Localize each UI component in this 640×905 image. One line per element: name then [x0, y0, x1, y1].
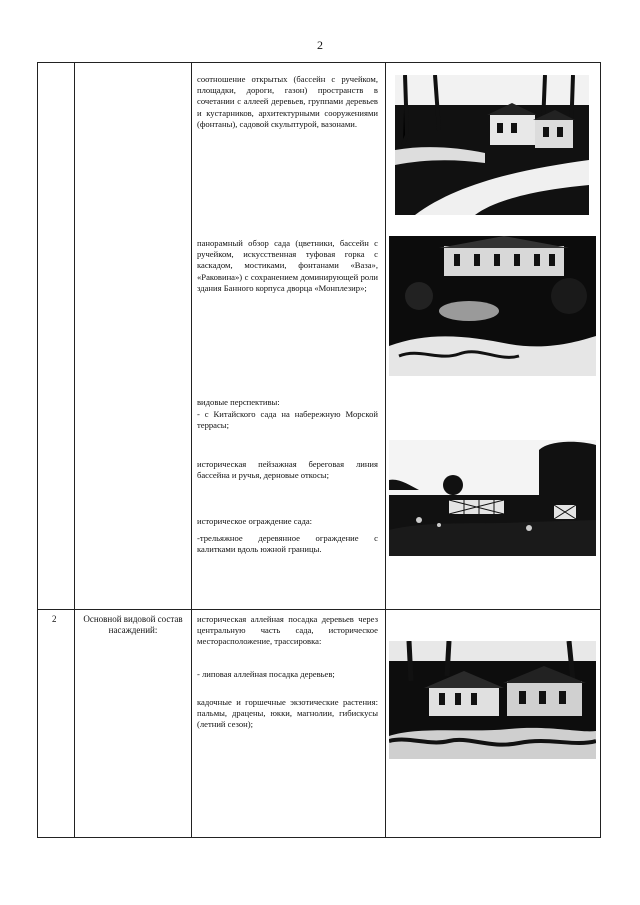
photo-linden-alley-bath-building [389, 641, 596, 759]
row2-number: 2 [52, 614, 57, 624]
table-col-divider-1 [74, 62, 75, 838]
table-row-divider [37, 609, 601, 610]
row1-text-block-6: историческое ограждение сада: [197, 516, 313, 526]
row1-text-block-5: историческая пейзажная береговая линия бассейна и ручья, дерновые откосы; [197, 459, 378, 481]
page-number: 2 [317, 38, 323, 52]
row1-text-block-4: - с Китайского сада на набережную Морской террасы; [197, 409, 378, 431]
photo-garden-panorama-monplaisir [389, 236, 596, 376]
table-border-left [37, 62, 38, 838]
row2-text-block-1: историческая аллейная посадка деревьев через центральную часть сада, историческое месторасположение, трассировка: [197, 614, 378, 647]
row1-text-block-1: соотношение открытых (бассейн с ручейком, площадки, дороги, газон) пространств в сочетании с аллеей деревьев, группами деревьев и кустарников, архитектурными сооружениями (фонтаны), садовой скульптурой, вазонами. [197, 74, 378, 129]
table-col-divider-3 [385, 62, 386, 838]
table-col-divider-2 [191, 62, 192, 838]
row1-text-block-2: панорамный обзор сада (цветники, бассейн с ручейком, искусственная туфовая горка с каскадом, мостиками, фонтанами «Ваза», «Раковина») с сохранением доминирующей роли здания Банного корпуса дворца «Монплезир»; [197, 238, 378, 293]
row2-category: Основной видовой состав насаждений: [83, 614, 183, 635]
table-border-bottom [37, 837, 601, 838]
row1-text-block-3: видовые перспективы: [197, 397, 280, 407]
table-border-right [600, 62, 601, 838]
row2-text-block-2: - липовая аллейная посадка деревьев; [197, 669, 335, 679]
photo-garden-shoreline-fence [389, 440, 596, 556]
row2-text-block-3: кадочные и горшечные экзотические растения: пальмы, драцены, юкки, магнолии, гибискусы (летний сезон); [197, 697, 378, 730]
row1-text-block-7: -трельяжное деревянное ограждение с калитками вдоль южной границы. [197, 533, 378, 555]
table-border-top [37, 62, 601, 63]
photo-garden-alley-pavilion [395, 75, 589, 215]
